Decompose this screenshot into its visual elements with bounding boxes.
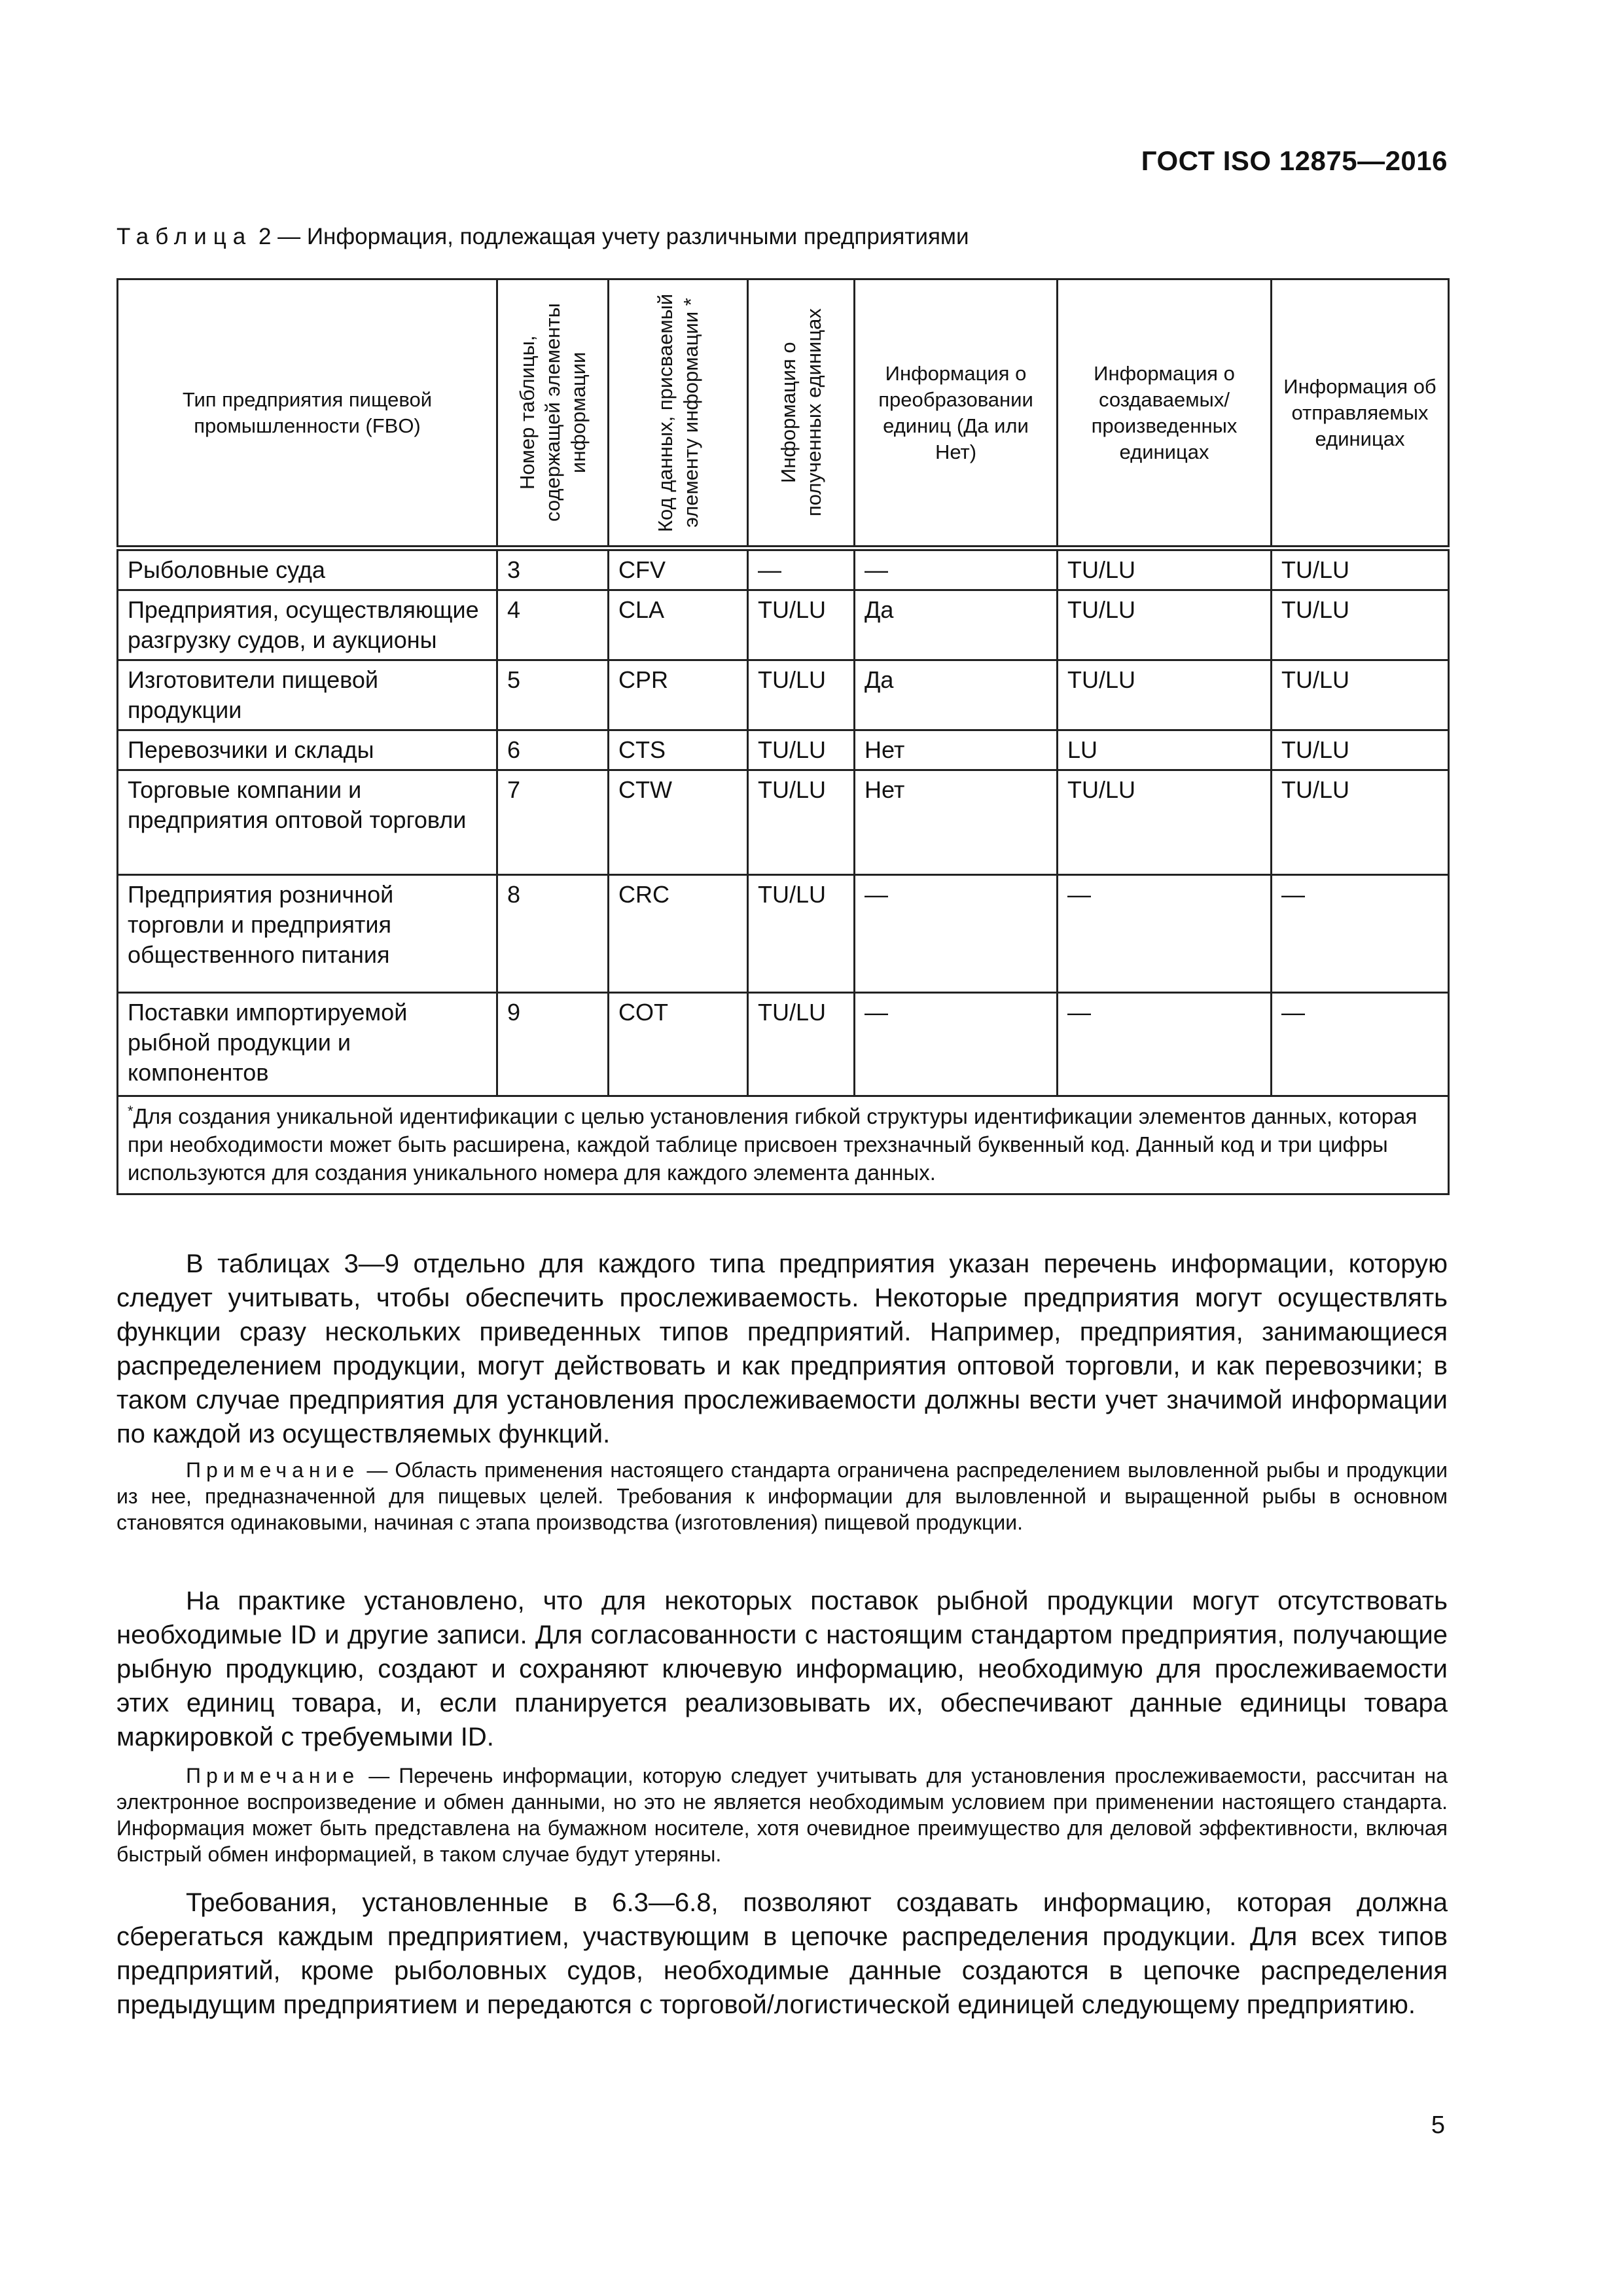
table-cell: 8	[497, 875, 609, 993]
table-cell: TU/LU	[1272, 770, 1449, 875]
note-label: Примечание	[186, 1458, 360, 1482]
table-cell: 7	[497, 770, 609, 875]
table-cell: Торговые компании и предприятия оптовой торговли	[118, 770, 497, 875]
table-cell: TU/LU	[1272, 548, 1449, 590]
note-text	[116, 1763, 1448, 1867]
table-cell: TU/LU	[748, 993, 855, 1096]
note-scope	[116, 1457, 1448, 1535]
table-cell: CLA	[609, 590, 748, 660]
column-header-table-number	[497, 279, 609, 548]
table-cell: CPR	[609, 660, 748, 730]
column-header-fbo-type	[118, 279, 497, 548]
table-cell: —	[855, 875, 1058, 993]
table-cell: Изготовители пищевой продукции	[118, 660, 497, 730]
table-cell: Предприятия розничной торговли и предприятия общественного питания	[118, 875, 497, 993]
table-cell: Да	[855, 660, 1058, 730]
paragraph-fbo-tables	[116, 1247, 1448, 1451]
table-cell: TU/LU	[1058, 590, 1272, 660]
table-cell: TU/LU	[748, 875, 855, 993]
table-row	[118, 730, 1449, 770]
table-cell: —	[1272, 875, 1449, 993]
table-cell: TU/LU	[1058, 548, 1272, 590]
table-cell: TU/LU	[1272, 590, 1449, 660]
table-cell: TU/LU	[748, 660, 855, 730]
table-cell: —	[1058, 993, 1272, 1096]
table-row	[118, 770, 1449, 875]
table-cell: TU/LU	[1272, 660, 1449, 730]
column-header-data-code	[609, 279, 748, 548]
column-header-label: Информация об отправляемых единицах	[1283, 374, 1436, 450]
column-header-label: Номер таблицы, содержащей элементы информации	[516, 303, 590, 522]
table-row	[118, 875, 1449, 993]
table-caption-label: Таблица	[116, 224, 253, 249]
table-cell: TU/LU	[1272, 730, 1449, 770]
note-body: — Область применения настоящего стандарта ограничена распределением выловленной рыбы и продукции из нее, предназначенной для пищевых целей. Требования к информации для выловленной и выращенной рыбы в основном становятся одинаковыми, начиная с этапа производства (изготовления) пищевой продукции.	[116, 1458, 1448, 1534]
table-cell: Рыболовные суда	[118, 548, 497, 590]
table-cell: TU/LU	[748, 770, 855, 875]
table-cell: Нет	[855, 730, 1058, 770]
table-cell: CRC	[609, 875, 748, 993]
table-cell: 3	[497, 548, 609, 590]
column-header-label: Информация о полученных единицах	[777, 308, 825, 517]
table-cell: CTS	[609, 730, 748, 770]
table-cell: —	[855, 993, 1058, 1096]
paragraph-text: В таблицах 3—9 отдельно для каждого типа предприятия указан перечень информации, которую следует учитывать, чтобы обеспечить прослеживаемость. Некоторые предприятия могут осуществлять функции сразу нескольких приведенных типов предприятий. Например, предприятия, занимающиеся распределением продукции, могут действовать и как предприятия оптовой торговли, и как перевозчики; в таком случае предприятия для установления прослеживаемости должны вести учет значимой информации по каждой из осуществляемых функций.	[116, 1249, 1448, 1448]
table-cell: 9	[497, 993, 609, 1096]
column-header-label: Код данных, присваемый элементу информации *	[654, 293, 702, 532]
table-footnote	[118, 1096, 1449, 1194]
column-header-dispatched-units	[1272, 279, 1449, 548]
document-header: ГОСТ ISO 12875—2016	[1141, 145, 1448, 176]
table-cell: —	[855, 548, 1058, 590]
table-cell: Нет	[855, 770, 1058, 875]
column-header-transformation	[855, 279, 1058, 548]
table-cell: CTW	[609, 770, 748, 875]
note-text	[116, 1457, 1448, 1535]
table-cell: Предприятия, осуществляющие разгрузку судов, и аукционы	[118, 590, 497, 660]
table-cell: Поставки импортируемой рыбной продукции и компонентов	[118, 993, 497, 1096]
column-header-created-units	[1058, 279, 1272, 548]
table-row	[118, 548, 1449, 590]
table-cell: TU/LU	[748, 730, 855, 770]
table-header-row	[118, 279, 1449, 548]
column-header-label: Тип предприятия пищевой промышленности (FBO)	[182, 387, 433, 437]
table-cell: Перевозчики и склады	[118, 730, 497, 770]
table-row	[118, 660, 1449, 730]
enterprise-info-table	[116, 278, 1450, 1195]
table-caption	[116, 224, 969, 250]
paragraph-text: На практике установлено, что для некоторых поставок рыбной продукции могут отсутствовать необходимые ID и другие записи. Для согласованности с настоящим стандартом предприятия, получающие рыбную продукцию, создают и сохраняют ключевую информацию, необходимую для прослеживаемости этих единиц товара, и, если планируется реализовывать их, обеспечивают данные единицы товара маркировкой с требуемыми ID.	[116, 1587, 1448, 1751]
table-cell: LU	[1058, 730, 1272, 770]
paragraph-text: Требования, установленные в 6.3—6.8, позволяют создавать информацию, которая должна сберегаться каждым предприятием, участвующим в цепочке распределения продукции. Для всех типов предприятий, кроме рыболовных судов, необходимые данные создаются в цепочке распределения предыдущим предприятием и передаются с торговой/логистической единицей следующему предприятию.	[116, 1888, 1448, 2019]
table-caption-text: 2 — Информация, подлежащая учету различными предприятиями	[252, 224, 969, 249]
table-cell: —	[1272, 993, 1449, 1096]
table-cell: COT	[609, 993, 748, 1096]
table-footnote-row	[118, 1096, 1449, 1194]
table-cell: Да	[855, 590, 1058, 660]
paragraph-missing-ids	[116, 1584, 1448, 1754]
table-cell: CFV	[609, 548, 748, 590]
column-header-received-units	[748, 279, 855, 548]
note-electronic-data	[116, 1763, 1448, 1867]
footnote-text: Для создания уникальной идентификации с целью установления гибкой структуры идентификации элементов данных, которая при необходимости может быть расширена, каждой таблице присвоен трехзначный буквенный код. Данный код и три цифры используются для создания уникального номера для каждого элемента данных.	[128, 1104, 1418, 1185]
note-label: Примечание	[186, 1764, 360, 1787]
column-header-label: Информация о преобразовании единиц (Да или Нет)	[878, 361, 1033, 463]
table-cell: 6	[497, 730, 609, 770]
table-cell: 4	[497, 590, 609, 660]
table-cell: TU/LU	[748, 590, 855, 660]
paragraph-requirements	[116, 1886, 1448, 2022]
table-cell: 5	[497, 660, 609, 730]
table-cell: TU/LU	[1058, 660, 1272, 730]
page-number: 5	[1431, 2111, 1445, 2139]
note-body: — Перечень информации, которую следует учитывать для установления прослеживаемости, рассчитан на электронное воспроизведение и обмен данными, но это не является необходимым условием при применении настоящего стандарта. Информация может быть представлена на бумажном носителе, хотя очевидное преимущество для деловой эффективности, включая быстрый обмен информацией, в таком случае будут утеряны.	[116, 1764, 1448, 1866]
table-row	[118, 590, 1449, 660]
footnote-mark: *	[128, 1103, 134, 1119]
table-cell: —	[748, 548, 855, 590]
table-row	[118, 993, 1449, 1096]
column-header-label: Информация о создаваемых/ произведенных единицах	[1091, 361, 1238, 463]
table-cell: TU/LU	[1058, 770, 1272, 875]
table-cell: —	[1058, 875, 1272, 993]
